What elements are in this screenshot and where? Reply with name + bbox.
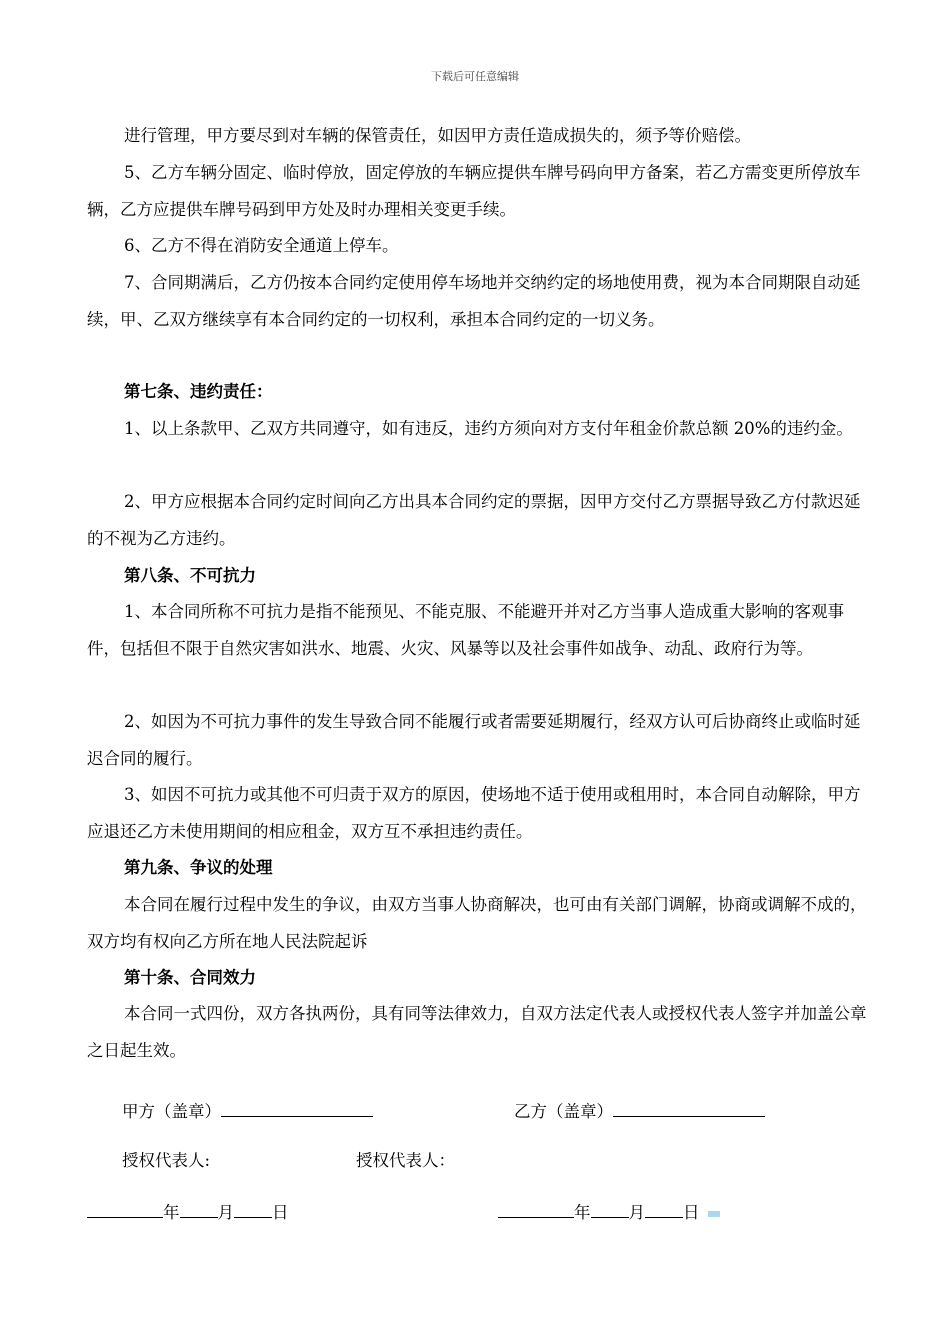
section-8-item-1: 1、本合同所称不可抗力是指不能预见、不能克服、不能避开并对乙方当事人造成重大影响的客观事件，包括但不限于自然灾害如洪水、地震、火灾、风暴等以及社会事件如战争、动乱、政府行为等。 — [87, 602, 844, 658]
section-9-heading: 第九条、争议的处理 — [124, 858, 273, 877]
date-a-month-label: 月 — [217, 1203, 234, 1222]
date-b-day-label: 日 — [683, 1203, 700, 1222]
date-b-day-line[interactable] — [645, 1199, 683, 1218]
clause-7: 7、合同期满后，乙方仍按本合同约定使用停车场地并交纳约定的场地使用费，视为本合同期限自动延续，甲、乙双方继续享有本合同约定的一切权利，承担本合同约定的一切义务。 — [87, 273, 861, 329]
date-a-year-line[interactable] — [87, 1199, 163, 1218]
section-8-item-2: 2、如因为不可抗力事件的发生导致合同不能履行或者需要延期履行，经双方认可后协商终止或临时延迟合同的履行。 — [87, 712, 861, 768]
date-a-year-label: 年 — [163, 1203, 180, 1222]
date-a-day-label: 日 — [272, 1203, 289, 1222]
page-header: 下载后可任意编辑 — [431, 70, 519, 83]
party-a-signature-line[interactable] — [221, 1098, 373, 1117]
rep-a-label: 授权代表人: — [122, 1151, 211, 1170]
section-7-item-2: 2、甲方应根据本合同约定时间向乙方出具本合同约定的票据，因甲方交付乙方票据导致乙方付款迟延的不视为乙方违约。 — [87, 492, 861, 548]
paragraph-continuation: 进行管理，甲方要尽到对车辆的保管责任，如因甲方责任造成损失的，须予等价赔偿。 — [124, 126, 751, 145]
rep-b-label: 授权代表人： — [356, 1151, 455, 1170]
clause-5: 5、乙方车辆分固定、临时停放，固定停放的车辆应提供车牌号码向甲方备案，若乙方需变更所停放车辆，乙方应提供车牌号码到甲方处及时办理相关变更手续。 — [87, 163, 861, 219]
section-7-heading: 第七条、违约责任： — [124, 382, 273, 401]
section-8-heading: 第八条、不可抗力 — [124, 566, 256, 585]
date-a-month-line[interactable] — [180, 1199, 218, 1218]
date-b-month-line[interactable] — [591, 1199, 629, 1218]
clause-6: 6、乙方不得在消防安全通道上停车。 — [124, 236, 399, 255]
party-b-seal — [514, 1098, 765, 1124]
section-10-text: 本合同一式四份，双方各执两份，具有同等法律效力，自双方法定代表人或授权代表人签字并加盖公章之日起生效。 — [87, 1004, 867, 1060]
date-b — [498, 1199, 700, 1225]
date-b-year-line[interactable] — [498, 1199, 574, 1218]
date-a-day-line[interactable] — [234, 1199, 272, 1218]
party-a-label: 甲方（盖章） — [122, 1102, 221, 1121]
section-9-text: 本合同在履行过程中发生的争议，由双方当事人协商解决，也可由有关部门调解，协商或调解不成的，双方均有权向乙方所在地人民法院起诉 — [87, 895, 867, 951]
paragraph-marker-icon — [708, 1211, 720, 1217]
section-10-heading: 第十条、合同效力 — [124, 968, 256, 987]
section-7-item-1: 1、以上条款甲、乙双方共同遵守，如有违反，违约方须向对方支付年租金价款总额 20%的违约金。 — [124, 419, 853, 438]
party-b-signature-line[interactable] — [613, 1098, 765, 1117]
date-b-year-label: 年 — [574, 1203, 591, 1222]
section-8-item-3: 3、如因不可抗力或其他不可归责于双方的原因，使场地不适于使用或租用时，本合同自动解除，甲方应退还乙方未使用期间的相应租金，双方互不承担违约责任。 — [87, 785, 861, 841]
party-a-seal — [122, 1098, 373, 1124]
party-b-label: 乙方（盖章） — [514, 1102, 613, 1121]
date-a — [87, 1199, 289, 1225]
date-b-month-label: 月 — [628, 1203, 645, 1222]
